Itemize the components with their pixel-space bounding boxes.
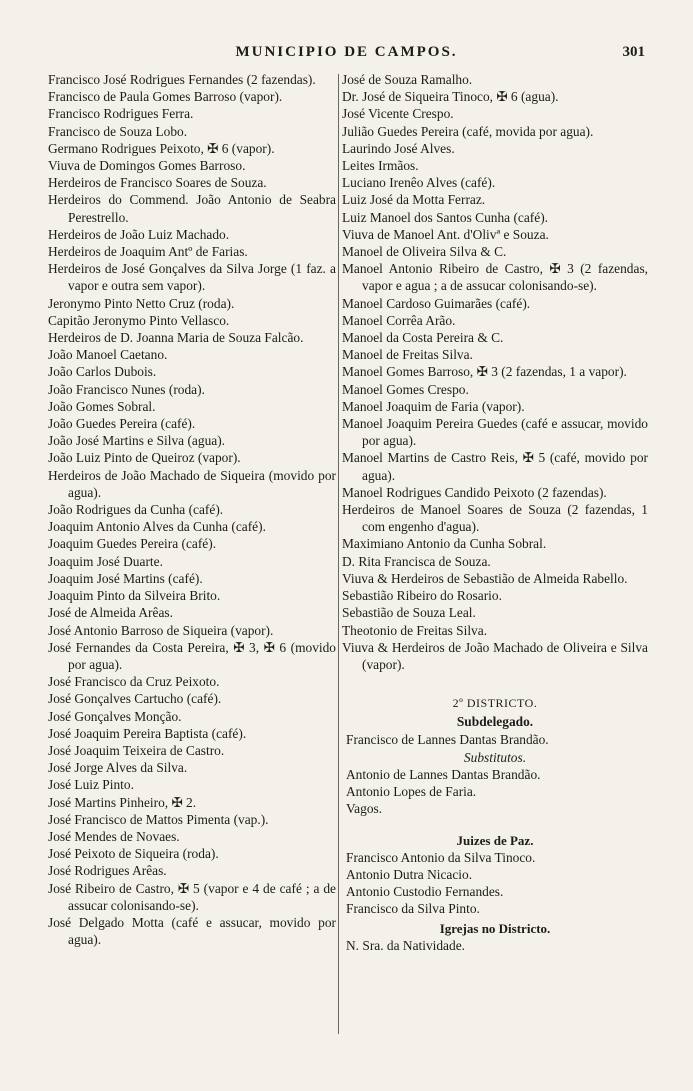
subdelegado-name: Francisco de Lannes Dantas Brandão. xyxy=(346,731,549,747)
list-item: Herdeiros do Commend. João Antonio de Seabra Perestrello. xyxy=(48,192,336,225)
list-item: João José Martins e Silva (agua). xyxy=(48,433,226,449)
list-item: Joaquim Pinto da Silveira Brito. xyxy=(48,588,221,604)
list-item: Viuva & Herdeiros de Sebastião de Almeida Rabello. xyxy=(342,570,628,586)
juizes-list xyxy=(342,849,648,918)
juizes-heading: Juizes de Paz. xyxy=(456,832,534,848)
page-number: 301 xyxy=(622,44,645,60)
list-item: José Joaquim Pereira Baptista (café). xyxy=(48,725,247,741)
juiz-item: Francisco Antonio da Silva Tinoco. xyxy=(346,849,536,865)
juiz-item: Antonio Dutra Nicacio. xyxy=(346,866,473,882)
list-item: José Francisco da Cruz Peixoto. xyxy=(48,674,220,690)
list-item: José de Almeida Arêas. xyxy=(48,605,173,621)
list-item: Manoel Joaquim de Faria (vapor). xyxy=(342,398,525,414)
list-item: Herdeiros de José Gonçalves da Silva Jorge (1 faz. a vapor e outra sem vapor). xyxy=(48,261,336,294)
substituto-item: Antonio Lopes de Faria. xyxy=(346,784,477,800)
list-item: Manoel da Costa Pereira & C. xyxy=(342,330,504,346)
list-item: Francisco de Paula Gomes Barroso (vapor). xyxy=(48,89,283,105)
list-item: José Gonçalves Cartucho (café). xyxy=(48,691,222,707)
substitutos-heading: Substitutos. xyxy=(463,749,527,765)
list-item: João Luiz Pinto de Queiroz (vapor). xyxy=(48,450,241,466)
list-item: Manoel Cardoso Guimarães (café). xyxy=(342,295,531,311)
list-item: Manoel Martins de Castro Reis, ✠ 5 (café, movido por agua). xyxy=(342,450,648,483)
list-item: José Joaquim Teixeira de Castro. xyxy=(48,742,225,758)
list-item: Germano Rodrigues Peixoto, ✠ 6 (vapor). xyxy=(48,140,275,156)
list-item: Herdeiros de Joaquim Antº de Farias. xyxy=(48,244,248,260)
list-item: Sebastião Ribeiro do Rosario. xyxy=(342,588,502,604)
list-item: Jeronymo Pinto Netto Cruz (roda). xyxy=(48,295,235,311)
list-item: Herdeiros de Manoel Soares de Souza (2 fazendas, 1 com engenho d'agua). xyxy=(342,502,648,535)
list-item: Manoel Corrêa Arão. xyxy=(342,312,456,328)
list-item: Joaquim Antonio Alves da Cunha (café). xyxy=(48,519,266,535)
column-divider xyxy=(338,74,339,1034)
igrejas-heading: Igrejas no Districto. xyxy=(439,920,551,936)
list-item: Manoel de Oliveira Silva & C. xyxy=(342,244,507,260)
list-item: Manoel Rodrigues Candido Peixoto (2 fazendas). xyxy=(342,484,607,500)
district-title: 2º DISTRICTO. xyxy=(452,696,538,711)
list-item: Herdeiros de João Luiz Machado. xyxy=(48,226,230,242)
list-item: Luiz José da Motta Ferraz. xyxy=(342,192,486,208)
list-item: Theotonio de Freitas Silva. xyxy=(342,622,488,638)
list-item: D. Rita Francisca de Souza. xyxy=(342,553,491,569)
list-item: José Peixoto de Siqueira (roda). xyxy=(48,846,219,862)
substituto-item: Vagos. xyxy=(346,801,383,817)
list-item: Herdeiros de João Machado de Siqueira (movido por agua). xyxy=(48,467,336,500)
list-item: Luiz Manoel dos Santos Cunha (café). xyxy=(342,209,549,225)
list-item: Joaquim José Martins (café). xyxy=(48,570,203,586)
list-item: Herdeiros de D. Joanna Maria de Souza Falcão. xyxy=(48,330,304,346)
list-item: Viuva de Manoel Ant. d'Olivª e Souza. xyxy=(342,226,549,242)
list-item: Joaquim Guedes Pereira (café). xyxy=(48,536,217,552)
list-item: José Luiz Pinto. xyxy=(48,777,134,793)
list-item: Francisco de Souza Lobo. xyxy=(48,123,188,139)
right-column-entries xyxy=(342,71,648,673)
list-item: José Jorge Alves da Silva. xyxy=(48,760,188,776)
right-column xyxy=(342,71,648,954)
list-item: José Fernandes da Costa Pereira, ✠ 3, ✠ 6 (movido por agua). xyxy=(48,639,336,672)
list-item: José Ribeiro de Castro, ✠ 5 (vapor e 4 de café ; a de assucar colonisando-se). xyxy=(48,880,336,913)
list-item: João Manoel Caetano. xyxy=(48,347,168,363)
list-item: Luciano Irenêo Alves (café). xyxy=(342,175,496,191)
list-item: Manoel Joaquim Pereira Guedes (café e assucar, movido por agua). xyxy=(342,416,648,449)
list-item: Viuva & Herdeiros de João Machado de Oliveira e Silva (vapor). xyxy=(342,639,648,672)
substituto-item: Antonio de Lannes Dantas Brandão. xyxy=(346,766,541,782)
page-header xyxy=(0,36,693,72)
list-item: Manoel Antonio Ribeiro de Castro, ✠ 3 (2 fazendas, vapor e agua ; a de assucar colonisando-se). xyxy=(342,261,648,294)
substitutos-list xyxy=(342,766,648,818)
list-item: Herdeiros de Francisco Soares de Souza. xyxy=(48,175,267,191)
list-item: Leites Irmãos. xyxy=(342,158,419,174)
list-item: Laurindo José Alves. xyxy=(342,140,455,156)
subdelegado-heading: Subdelegado. xyxy=(456,714,534,730)
igrejas-list xyxy=(342,937,648,954)
list-item: Joaquim José Duarte. xyxy=(48,553,163,569)
list-item: Dr. José de Siqueira Tinoco, ✠ 6 (agua). xyxy=(342,89,559,105)
list-item: Manoel Gomes Crespo. xyxy=(342,381,469,397)
list-item: Julião Guedes Pereira (café, movida por agua). xyxy=(342,123,594,139)
list-item: José Martins Pinheiro, ✠ 2. xyxy=(48,794,197,810)
list-item: Capitão Jeronymo Pinto Vellasco. xyxy=(48,312,230,328)
list-item: Francisco José Rodrigues Fernandes (2 fazendas). xyxy=(48,72,316,87)
list-item: Francisco Rodrigues Ferra. xyxy=(48,106,194,122)
list-item: João Rodrigues da Cunha (café). xyxy=(48,502,224,518)
list-item: João Carlos Dubois. xyxy=(48,364,157,380)
list-item: José Delgado Motta (café e assucar, movido por agua). xyxy=(48,914,336,948)
list-item: José Rodrigues Arêas. xyxy=(48,863,167,879)
list-item: José Mendes de Novaes. xyxy=(48,828,180,844)
list-item: José Vicente Crespo. xyxy=(342,106,454,122)
list-item: Manoel Gomes Barroso, ✠ 3 (2 fazendas, 1 a vapor). xyxy=(342,364,627,380)
running-title: MUNICIPIO DE CAMPOS. xyxy=(235,44,458,60)
igreja-item: N. Sra. da Natividade. xyxy=(346,937,465,953)
list-item: Manoel de Freitas Silva. xyxy=(342,347,473,363)
juiz-item: Francisco da Silva Pinto. xyxy=(346,901,480,917)
left-column xyxy=(48,71,336,948)
list-item: João Guedes Pereira (café). xyxy=(48,416,196,432)
list-item: Sebastião de Souza Leal. xyxy=(342,605,476,621)
list-item: Viuva de Domingos Gomes Barroso. xyxy=(48,158,246,174)
list-item: José Gonçalves Monção. xyxy=(48,708,182,724)
list-item: João Francisco Nunes (roda). xyxy=(48,381,205,397)
list-item: José Francisco de Mattos Pimenta (vap.). xyxy=(48,811,269,827)
list-item: José de Souza Ramalho. xyxy=(342,72,473,87)
juiz-item: Antonio Custodio Fernandes. xyxy=(346,884,504,900)
list-item: Maximiano Antonio da Cunha Sobral. xyxy=(342,536,547,552)
list-item: João Gomes Sobral. xyxy=(48,398,156,414)
list-item: José Antonio Barroso de Siqueira (vapor). xyxy=(48,622,274,638)
